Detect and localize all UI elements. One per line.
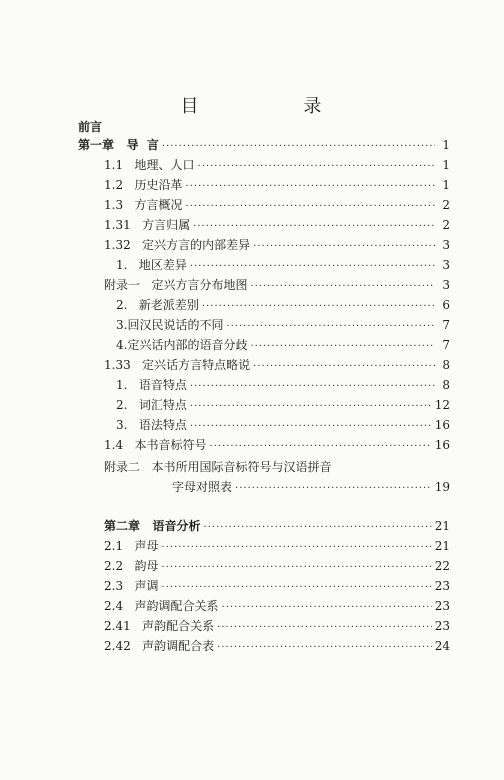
toc-entry[interactable] (104, 597, 450, 615)
toc-page-number: 7 (442, 338, 450, 352)
toc-page-number: 7 (442, 318, 450, 332)
toc-entry[interactable] (104, 176, 450, 194)
toc-entry-label: 3.回汉民说话的不同 (116, 318, 224, 332)
toc-entry-label: 1. 语音特点 (116, 378, 187, 392)
toc-page-number: 21 (434, 519, 450, 533)
toc-page-number: 3 (442, 258, 450, 272)
toc-leader-dots (198, 158, 435, 176)
toc-page-number: 16 (434, 438, 450, 452)
toc-leader-dots (217, 619, 432, 637)
toc-page-number: 23 (434, 599, 450, 613)
toc-page-number: 19 (434, 480, 450, 494)
toc-entry[interactable] (104, 356, 450, 374)
toc-entry-label: 1.2 历史沿革 (104, 178, 183, 192)
toc-leader-dots (162, 539, 432, 557)
toc-page-number: 23 (434, 619, 450, 633)
toc-entry-label: 1.1 地理、人口 (104, 158, 195, 172)
toc-page-number: 2 (442, 198, 450, 212)
toc-page-number: 6 (442, 298, 450, 312)
toc-entry-label: 2.2 韵母 (104, 559, 159, 573)
toc-leader-dots (186, 178, 435, 196)
toc-entry[interactable] (104, 537, 450, 555)
toc-appendix-2-line2[interactable] (172, 478, 450, 496)
toc-chapter-1-label: 第一章 导 言 (78, 138, 159, 152)
toc-page-number: 3 (442, 238, 450, 252)
toc-entry-label: 2. 新老派差别 (116, 298, 199, 312)
toc-entry[interactable] (104, 617, 450, 635)
toc-entry-label: 附录一 定兴方言分布地图 (104, 278, 248, 292)
toc-page-number: 8 (442, 378, 450, 392)
toc-page-number: 3 (442, 278, 450, 292)
toc-entry-label: 1.3 方言概况 (104, 198, 183, 212)
toc-leader-dots (190, 418, 432, 436)
toc-leader-dots (250, 278, 435, 296)
toc-chapter-2[interactable] (104, 517, 450, 535)
toc-entry-label: 4.定兴话内部的语音分歧 (116, 338, 248, 352)
toc-entry[interactable] (104, 436, 450, 454)
toc-page-number: 23 (434, 579, 450, 593)
toc-entry[interactable] (116, 376, 450, 394)
toc-leader-dots (226, 318, 435, 336)
toc-appendix-2-line1[interactable] (104, 458, 450, 476)
toc-entry[interactable] (104, 637, 450, 655)
toc-entry-label: 1.4 本书音标符号 (104, 438, 207, 452)
toc-leader-dots (210, 438, 432, 456)
toc-entry[interactable] (116, 316, 450, 334)
toc-entry[interactable] (116, 396, 450, 414)
toc-page-number: 24 (434, 639, 450, 653)
toc-leader-dots (217, 639, 432, 657)
toc-leader-dots (190, 258, 435, 276)
toc-page-number: 16 (434, 418, 450, 432)
toc-chapter-1[interactable] (78, 136, 450, 154)
toc-leader-dots (162, 559, 432, 577)
toc-page-number: 8 (442, 358, 450, 372)
toc-entry-label: 1.32 定兴方言的内部差异 (104, 238, 251, 252)
toc-entry[interactable] (104, 577, 450, 595)
toc-leader-dots (193, 218, 435, 236)
toc-entry[interactable] (104, 236, 450, 254)
toc-entry[interactable] (104, 216, 450, 234)
toc-entry-label: 附录二 本书所用国际音标符号与汉语拼音 (104, 460, 332, 474)
toc-leader-dots (162, 138, 435, 156)
toc-page-number: 21 (434, 539, 450, 553)
toc-page-number: 1 (442, 158, 450, 172)
toc-entry-label: 字母对照表 (172, 480, 233, 494)
toc-leader-dots (222, 599, 432, 617)
preface-heading: 前言 (78, 120, 103, 134)
toc-page-number: 1 (442, 178, 450, 192)
toc-entry-label: 2.3 声调 (104, 579, 159, 593)
toc-entry-label: 2.1 声母 (104, 539, 159, 553)
toc-entry[interactable] (116, 296, 450, 314)
toc-leader-dots (162, 579, 432, 597)
toc-entry[interactable] (116, 256, 450, 274)
toc-entry[interactable] (104, 557, 450, 575)
toc-entry-label: 1.33 定兴话方言特点略说 (104, 358, 251, 372)
toc-page-number: 12 (434, 398, 450, 412)
toc-entry-label: 3. 语法特点 (116, 418, 187, 432)
page-title: 目 录 (180, 96, 324, 117)
toc-entry-label: 2. 词汇特点 (116, 398, 187, 412)
toc-entry[interactable] (116, 336, 450, 354)
toc-leader-dots (204, 519, 432, 537)
toc-page-number: 1 (442, 138, 450, 152)
toc-leader-dots (250, 338, 435, 356)
toc-leader-dots (190, 378, 435, 396)
toc-entry-label: 1.31 方言归属 (104, 218, 191, 232)
toc-leader-dots (202, 298, 435, 316)
toc-page-number: 22 (434, 559, 450, 573)
toc-entry-label: 1. 地区差异 (116, 258, 187, 272)
toc-leader-dots (190, 398, 432, 416)
toc-leader-dots (253, 358, 435, 376)
toc-entry-label: 2.41 声韵配合关系 (104, 619, 215, 633)
toc-entry-label: 2.4 声韵调配合关系 (104, 599, 219, 613)
toc-entry[interactable] (116, 416, 450, 434)
toc-entry-label: 2.42 声韵调配合表 (104, 639, 215, 653)
toc-entry[interactable] (104, 196, 450, 214)
toc-chapter-2-label: 第二章 语音分析 (104, 519, 201, 533)
toc-entry[interactable] (104, 156, 450, 174)
toc-leader-dots (186, 198, 435, 216)
toc-leader-dots (235, 480, 432, 498)
toc-entry[interactable] (104, 276, 450, 294)
toc-leader-dots (253, 238, 435, 256)
toc-page-number: 2 (442, 218, 450, 232)
